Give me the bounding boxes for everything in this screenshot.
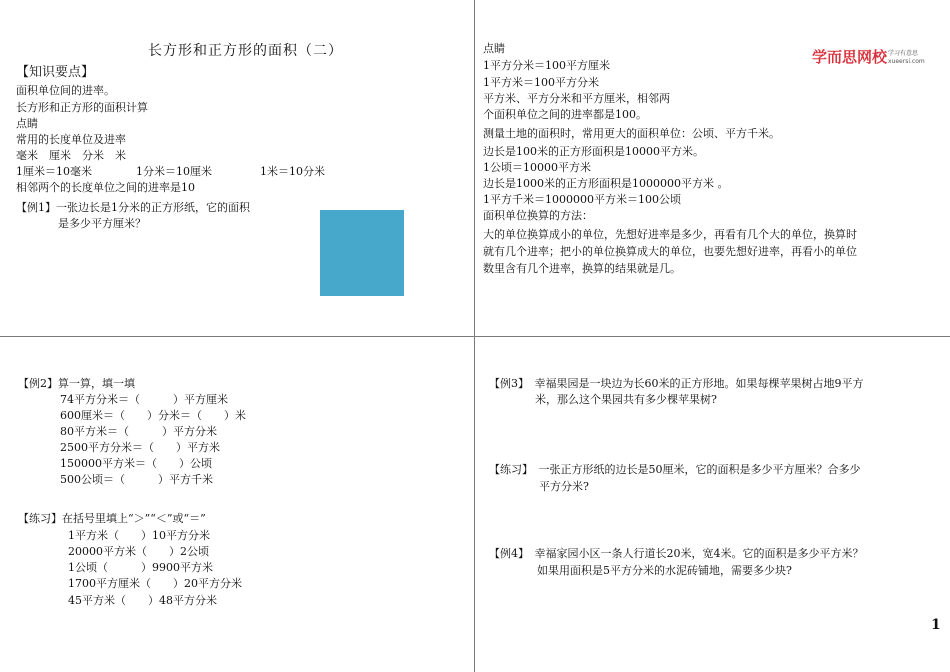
- exercise-item: 150000平方米＝（ ）公顷: [60, 457, 212, 470]
- text-line: 1公顷＝10000平方米: [483, 161, 591, 174]
- logo-slogan: 学习有意思: [888, 50, 919, 57]
- blue-square-figure: [320, 210, 404, 296]
- slide-title: 长方形和正方形的面积（二）: [148, 43, 343, 59]
- example-1-line: 【例1】一张边长是1分米的正方形纸，它的面积: [16, 201, 250, 214]
- slide-top-right: [475, 0, 950, 336]
- slide-top-left: [0, 0, 474, 336]
- text-line: 就有几个进率；把小的单位换算成大的单位，也要先想好进率，再看小的单位: [483, 245, 857, 258]
- section-heading: 【知识要点】: [16, 65, 95, 80]
- conversion-item: 1米＝10分米: [260, 165, 325, 178]
- text-line: 长方形和正方形的面积计算: [16, 101, 148, 114]
- example-2-heading: 【例2】算一算，填一填: [18, 377, 135, 390]
- practice-item: 1平方米（ ）10平方分米: [68, 529, 210, 542]
- slide-bottom-left: [0, 337, 474, 672]
- text-line: 毫米 厘米 分米 米: [16, 149, 126, 162]
- exercise-item: 2500平方分米＝（ ）平方米: [60, 441, 220, 454]
- text-line: 边长是100米的正方形面积是10000平方米。: [483, 145, 704, 158]
- text-line: 常用的长度单位及进率: [16, 133, 126, 146]
- exercise-item: 80平方米＝（ ）平方分米: [60, 425, 217, 438]
- text-line: 面积单位间的进率。: [16, 84, 115, 97]
- conversion-item: 1厘米＝10毫米: [16, 165, 92, 178]
- text-line: 大的单位换算成小的单位，先想好进率是多少，再看有几个大的单位，换算时: [483, 228, 857, 241]
- text-line: 数里含有几个进率，换算的结果就是几。: [483, 262, 681, 275]
- example-3-line: 【例3】 幸福果园是一块边为长60米的正方形地。如果每棵苹果树占地9平方: [489, 377, 864, 390]
- logo-text: 学而思网校: [812, 48, 888, 66]
- text-line: 测量土地的面积时，常用更大的面积单位：公顷、平方千米。: [483, 127, 780, 140]
- xueersi-logo: [812, 48, 942, 68]
- exercise-item: 500公顷＝（ ）平方千米: [60, 473, 213, 486]
- practice-line: 【练习】 一张正方形纸的边长是50厘米，它的面积是多少平方厘米？合多少: [489, 463, 861, 476]
- text-line: 个面积单位之间的进率都是100。: [483, 108, 647, 121]
- text-line: 1平方千米＝1000000平方米＝100公顷: [483, 193, 681, 206]
- practice-heading: 【练习】在括号里填上“＞”“＜”或“＝”: [18, 512, 206, 525]
- practice-line: 平方分米?: [539, 480, 589, 493]
- practice-item: 45平方米（ ）48平方分米: [68, 594, 217, 607]
- example-4-line: 【例4】 幸福家园小区一条人行道长20米，宽4米。它的面积是多少平方米？: [489, 547, 864, 560]
- logo-url: xueersi.com: [888, 58, 925, 65]
- example-4-line: 如果用面积是5平方分米的水泥砖铺地，需要多少块?: [537, 564, 792, 577]
- text-line: 1平方米＝100平方分米: [483, 76, 599, 89]
- text-line: 1平方分米＝100平方厘米: [483, 59, 610, 72]
- text-line: 点睛: [16, 117, 38, 130]
- practice-item: 1700平方厘米（ ）20平方分米: [68, 577, 242, 590]
- practice-item: 1公顷（ ）9900平方米: [68, 561, 213, 574]
- conversion-item: 1分米＝10厘米: [136, 165, 212, 178]
- text-line: 相邻两个的长度单位之间的进率是10: [16, 181, 195, 194]
- practice-item: 20000平方米（ ）2公顷: [68, 545, 209, 558]
- page-number: 1: [931, 617, 941, 633]
- example-1-line: 是多少平方厘米？: [58, 217, 146, 230]
- exercise-item: 600厘米＝（ ）分米＝（ ）米: [60, 409, 246, 422]
- text-line: 平方米、平方分米和平方厘米，相邻两: [483, 92, 670, 105]
- slide-bottom-right: [475, 337, 950, 672]
- text-line: 点睛: [483, 42, 505, 55]
- example-3-line: 米，那么这个果园共有多少棵苹果树?: [535, 393, 717, 406]
- text-line: 边长是1000米的正方形面积是1000000平方米 。: [483, 177, 729, 190]
- exercise-item: 74平方分米＝（ ）平方厘米: [60, 393, 228, 406]
- text-line: 面积单位换算的方法：: [483, 209, 593, 222]
